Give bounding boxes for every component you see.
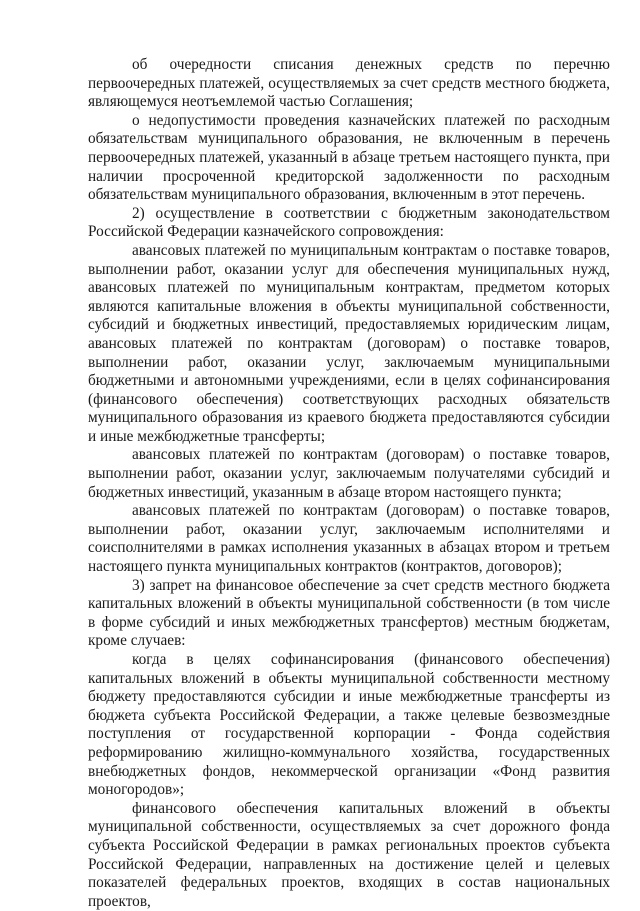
paragraph-treasury-support: 2) осуществление в соответствии с бюджетным законодательством Российской Федерации казначейского сопровождения: [88,204,610,241]
paragraph-capital-investment-ban: 3) запрет на финансовое обеспечение за счет средств местного бюджета капитальных вложений в объекты муниципальной собственности (в том числе в форме субсидий и иных межбюджетных трансфертов) местным бюджетам, кроме случаев: [88,576,610,650]
paragraph-cofinancing-exception: когда в целях софинансирования (финансового обеспечения) капитальных вложений в объекты муниципальной собственности местному бюджету предоставляются субсидии и иные межбюджетные трансферты из бюджета субъекта Российской Федерации, а также целевые безвозмездные поступления от государственной корпорации - Фонда содействия реформированию жилищно-коммунального хозяйства, государственных внебюджетных фондов, некоммерческой организации «Фонд развития моногородов»; [88,651,610,799]
paragraph-road-fund-exception: финансового обеспечения капитальных вложений в объекты муниципальной собственности, осуществляемых за счет дорожного фонда субъекта Российской Федерации в рамках региональных проектов субъекта Российской Федерации, направленных на достижение целей и целевых показателей федеральных проектов, входящих в состав национальных проектов, [88,799,610,910]
paragraph-advance-payments-municipal: авансовых платежей по муниципальным контрактам о поставке товаров, выполнении работ, оказании услуг для обеспечения муниципальных нужд, авансовых платежей по муниципальным контрактам, предметом которых являются капитальные вложения в объекты муниципальной собственности, субсидий и бюджетных инвестиций, предоставляемых юридическим лицам, авансовых платежей по контрактам (договорам) о поставке товаров, выполнении работ, оказании услуг, заключаемым муниципальными бюджетными и автономными учреждениями, если в целях софинансирования (финансового обеспечения) соответствующих расходных обязательств муниципального образования из краевого бюджета предоставляются субсидии и иные межбюджетные трансферты; [88,241,610,445]
paragraph-advance-payments-contractors: авансовых платежей по контрактам (договорам) о поставке товаров, выполнении работ, оказании услуг, заключаемым исполнителями и соисполнителями в рамках исполнения указанных в абзацах втором и третьем настоящего пункта муниципальных контрактов (контрактов, договоров); [88,502,610,576]
paragraph-payment-prohibition: о недопустимости проведения казначейских платежей по расходным обязательствам муниципального образования, не включенным в перечень первоочередных платежей, указанный в абзаце третьем настоящего пункта, при наличии просроченной кредиторской задолженности по расходным обязательствам муниципального образования, включенным в этот перечень. [88,111,610,204]
paragraph-debt-write-off-order: об очередности списания денежных средств по перечню первоочередных платежей, осуществляемых за счет средств местного бюджета, являющемуся неотъемлемой частью Соглашения; [88,56,610,111]
paragraph-advance-payments-recipients: авансовых платежей по контрактам (договорам) о поставке товаров, выполнении работ, оказании услуг, заключаемым получателями субсидий и бюджетных инвестиций, указанным в абзаце втором настоящего пункта; [88,446,610,501]
